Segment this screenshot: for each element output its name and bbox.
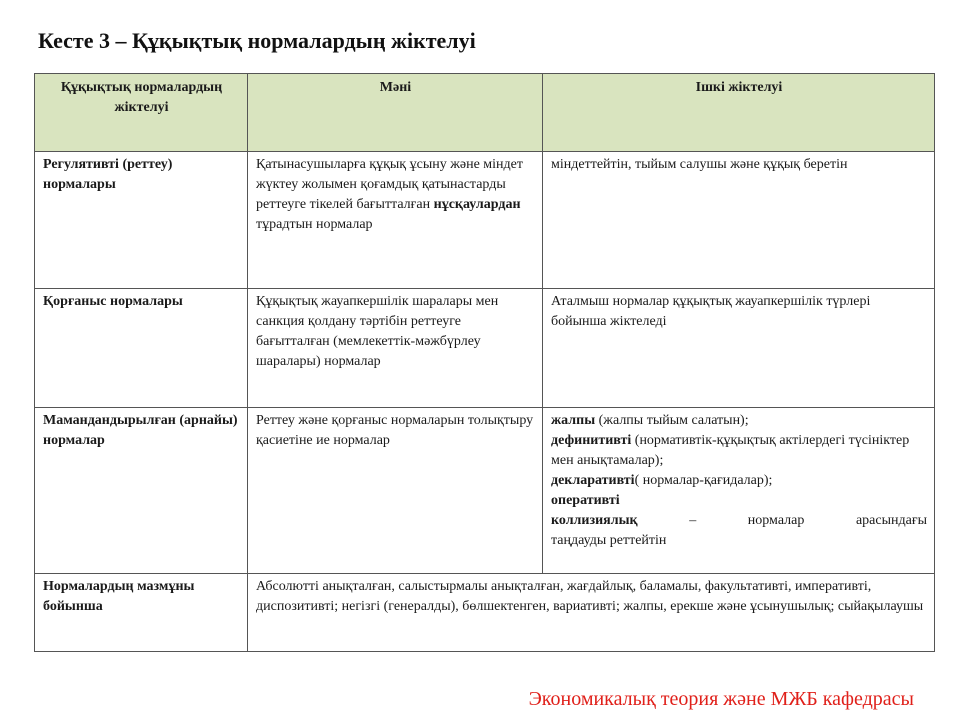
row-combined: Абсолютті анықталған, салыстырмалы анықталған, жағдайлық, баламалы, факультативті, императивті, диспозитивті; негізгі (генералды), бөлшектенген, вариативті; жалпы, ерекше және ұсынушылық; сыйақылаушы <box>248 574 935 652</box>
header-classification: Құқықтық нормалардың жіктелуі <box>35 74 248 152</box>
classification-table <box>34 73 935 652</box>
row-name: Регулятивті (реттеу) нормалары <box>35 152 248 289</box>
inner-item: дефинитивті (нормативтік-құқықтық актілердегі түсініктер мен анықтамалар); <box>551 433 910 468</box>
row-name: Нормалардың мазмұны бойынша <box>35 574 248 652</box>
inner-item-collision: коллизиялық – нормалар арасындағы <box>551 513 927 528</box>
table-row <box>35 289 935 408</box>
inner-item: декларативті( нормалар-қағидалар); <box>551 473 773 488</box>
inner-item: жалпы (жалпы тыйым салатын); <box>551 413 749 428</box>
meaning-text: тұрадтын нормалар <box>256 217 373 232</box>
row-meaning <box>248 152 543 289</box>
table-title: Кесте 3 – Құқықтық нормалардың жіктелуі <box>38 28 476 53</box>
row-meaning: Реттеу және қорғаныс нормаларын толықтыру қасиетіне ие нормалар <box>248 408 543 574</box>
table-row <box>35 574 935 652</box>
meaning-text: Қатынасушыларға құқық ұсыну және міндет жүктеу жолымен қоғамдық қатынастарды реттеуге тікелей бағытталған <box>256 157 524 212</box>
meaning-bold-term: нұсқаулардан <box>433 197 521 212</box>
row-name: Мамандандырылған (арнайы) нормалар <box>35 408 248 574</box>
department-footer: Экономикалық теория және МЖБ кафедрасы <box>528 688 914 710</box>
row-inner: Аталмыш нормалар құқықтық жауапкершілік түрлері бойынша жіктеледі <box>543 289 935 408</box>
header-meaning: Мәні <box>248 74 543 152</box>
header-inner-classification: Ішкі жіктелуі <box>543 74 935 152</box>
row-inner: міндеттейтін, тыйым салушы және құқық беретін <box>543 152 935 289</box>
table-header-row <box>35 74 935 152</box>
row-name: Қорғаныс нормалары <box>35 289 248 408</box>
table-row <box>35 152 935 289</box>
row-meaning: Құқықтық жауапкершілік шаралары мен санкция қолдану тәртібін реттеуге бағытталған (мемлекеттік-мәжбүрлеу шаралары) нормалар <box>248 289 543 408</box>
inner-item: оперативті <box>551 493 620 508</box>
table-row <box>35 408 935 574</box>
row-inner <box>543 408 935 574</box>
inner-item-collision-rest: таңдауды реттейтін <box>551 533 667 548</box>
